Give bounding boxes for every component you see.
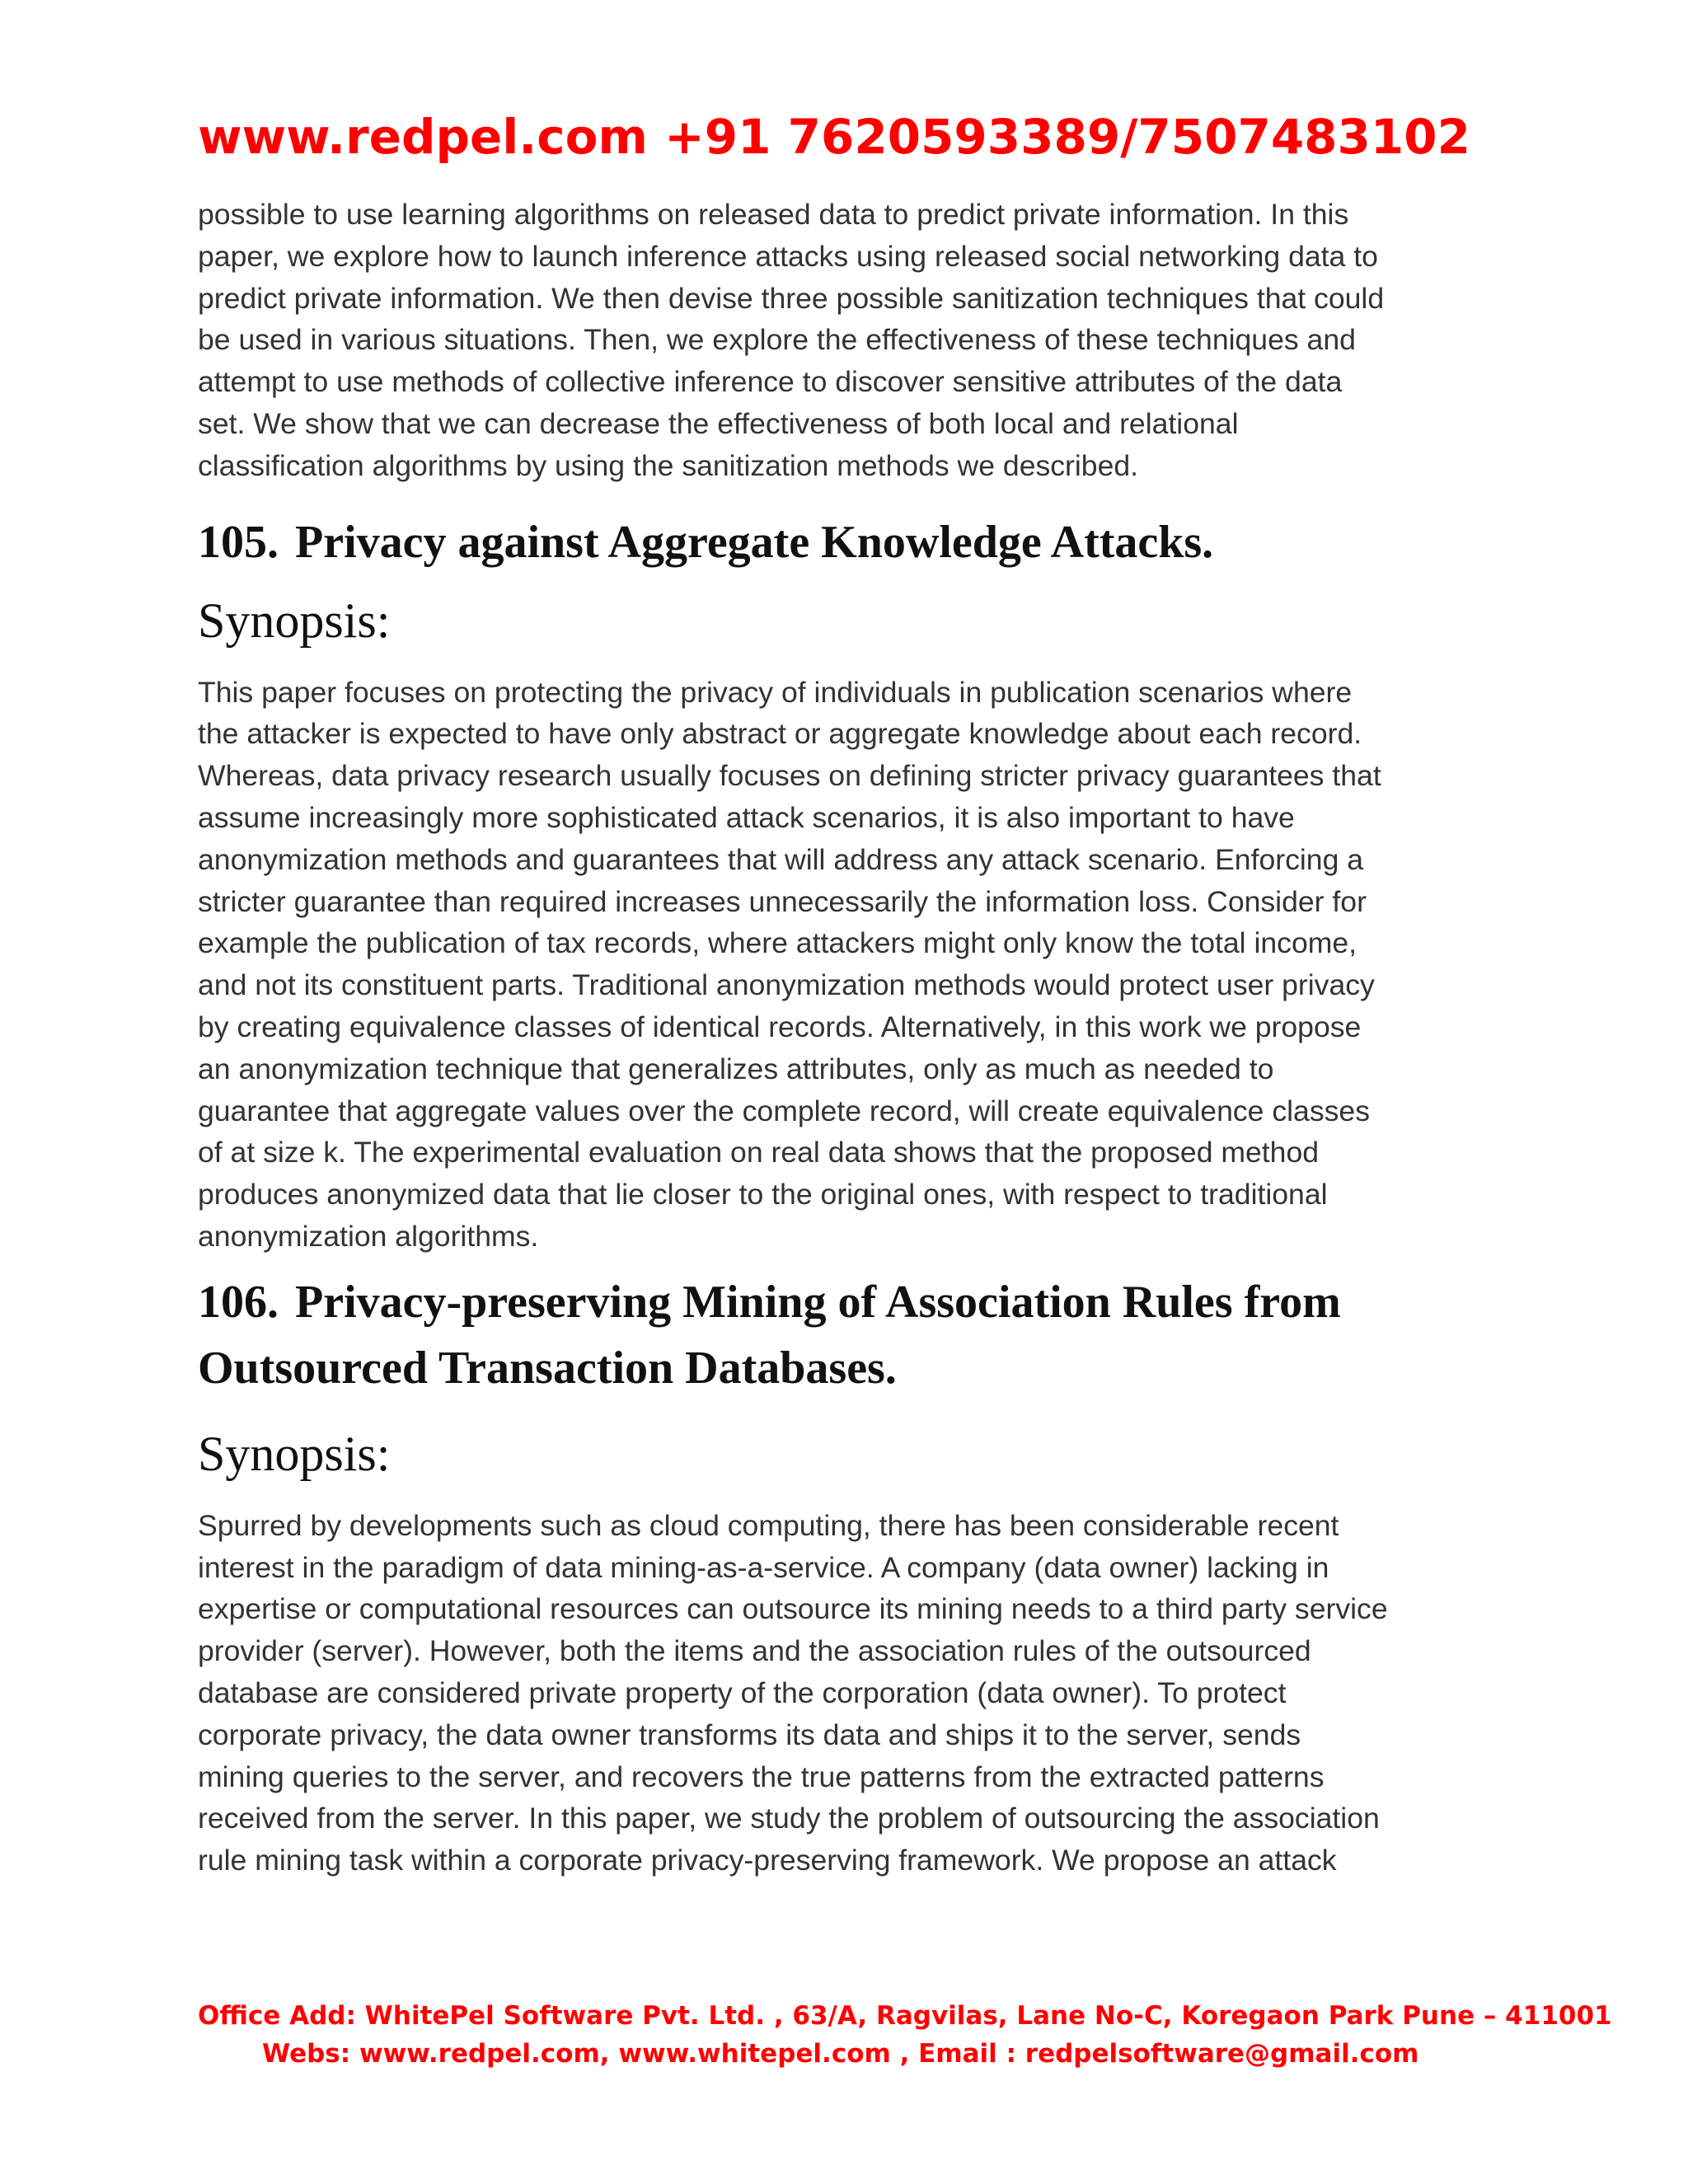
section-105-synopsis-label: Synopsis: (198, 593, 391, 648)
section-105-title: Privacy against Aggregate Knowledge Attacks. (295, 516, 1214, 568)
intro-paragraph: possible to use learning algorithms on released data to predict private information. In this paper, we explore how to launch inference attacks using released social networking data to predict private information. We then devise three possible sanitization techniques that could be used in various situations. Then, we explore the effectiveness of these techniques and attempt to use methods of collective inference to discover sensitive attributes of the data set. We show that we can decrease the effectiveness of both local and relational classification algorithms by using the sanitization methods we described. (198, 198, 1385, 482)
page-header-contact: www.redpel.com +91 7620593389/7507483102 (198, 109, 1470, 165)
section-106-title-line2: Outsourced Transaction Databases. (198, 1342, 897, 1394)
section-106-synopsis-body: Spurred by developments such as cloud computing, there has been considerable recent interest in the paradigm of data mining-as-a-service. A company (data owner) lacking in expertise or computational resources can outsource its mining needs to a third party service provider (server). However, both the items and the association rules of the outsourced database are considered private property of the corporation (data owner). To protect corporate privacy, the data owner transforms its data and ships it to the server, sends mining queries to the server, and recovers the true patterns from the extracted patterns received from the server. In this paper, we study the problem of outsourcing the association rule mining task within a corporate privacy-preserving framework. We propose an attack (198, 1508, 1388, 1877)
section-106-synopsis-label: Synopsis: (198, 1426, 391, 1481)
section-105-synopsis-body: This paper focuses on protecting the privacy of individuals in publication scenarios where the attacker is expected to have only abstract or aggregate knowledge about each record. Whereas, data privacy research usually focuses on defining stricter privacy guarantees that assume increasingly more sophisticated attack scenarios, it is also important to have anonymization methods and guarantees that will address any attack scenario. Enforcing a stricter guarantee than required increases unnecessarily the information loss. Consider for example the publication of tax records, where attackers might only know the total income, and not its constituent parts. Traditional anonymization methods would protect user privacy by creating equivalence classes of identical records. Alternatively, in this work we propose an anonymization technique that generalizes attributes, only as much as needed to guarantee that aggregate values over the complete record, will create equivalence classes of at size k. The experimental evaluation on real data shows that the proposed method produces anonymized data that lie closer to the original ones, with respect to traditional anonymization algorithms. (198, 675, 1381, 1253)
document-body (198, 194, 1525, 1882)
footer-office-address: Office Add: WhitePel Software Pvt. Ltd. , 63/A, Ragvilas, Lane No-C, Koregaon Park Pune – 411001 (198, 2001, 1612, 2031)
section-106-number: 106. (198, 1276, 279, 1328)
section-106-heading (198, 1269, 1525, 1335)
section-105-heading (198, 509, 1525, 575)
section-106-title-line1: Privacy-preserving Mining of Association Rules from (295, 1276, 1341, 1328)
footer-websites-email: Webs: www.redpel.com, www.whitepel.com , Email : redpelsoftware@gmail.com (262, 2039, 1419, 2069)
section-105-number: 105. (198, 516, 279, 568)
